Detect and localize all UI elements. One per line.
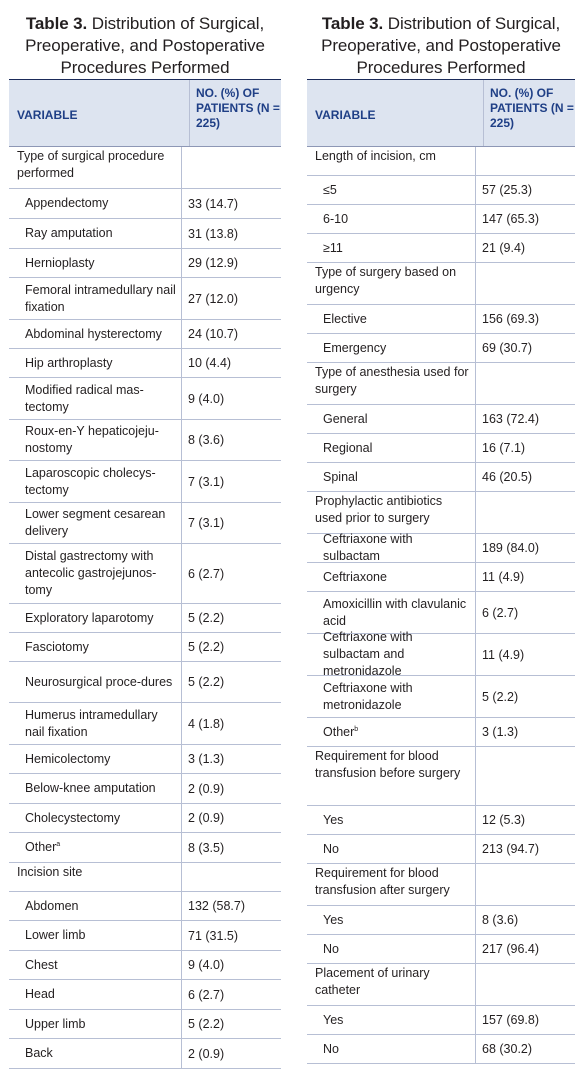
row-label-text: Ceftriaxone with sulbactam <box>323 532 413 563</box>
row-value <box>475 363 482 404</box>
header-count: NO. (%) OF PATIENTS (N = 225) <box>189 80 281 146</box>
row-label-text: Requirement for blood transfusion after surgery <box>315 866 450 897</box>
table-section-row <box>307 964 575 1006</box>
row-label-text: Prophylactic antibiotics used prior to surgery <box>315 494 443 525</box>
table-section-row <box>9 147 281 189</box>
row-value: 2 (0.9) <box>181 774 224 803</box>
row-label <box>9 382 181 416</box>
row-value: 156 (69.3) <box>475 305 539 333</box>
row-label <box>9 506 181 540</box>
row-value: 5 (2.2) <box>181 1010 224 1038</box>
table-caption: Distribution of Surgical, Preoperative, and Postoperative Procedures Performed <box>321 14 561 77</box>
row-label-text: 6-10 <box>323 211 349 226</box>
table-header <box>307 80 575 147</box>
footnote-marker: b <box>354 725 359 733</box>
table-row <box>9 320 281 349</box>
row-label-text: Emergency <box>323 340 387 355</box>
table-row <box>9 892 281 921</box>
row-label-text: Hemicolectomy <box>25 751 111 766</box>
row-label <box>307 964 475 999</box>
row-label-text: Other <box>25 840 57 854</box>
row-value: 8 (3.6) <box>475 906 518 934</box>
row-value: 5 (2.2) <box>181 662 224 702</box>
row-label <box>9 810 181 827</box>
row-label <box>307 912 475 929</box>
row-label-text: Elective <box>323 311 367 326</box>
table-row <box>307 405 575 434</box>
row-label <box>9 548 181 599</box>
row-label-text: Hip arthroplasty <box>25 355 113 370</box>
row-label <box>9 927 181 944</box>
row-label <box>9 282 181 316</box>
row-label-text: Neurosurgical proce-dures <box>25 674 173 689</box>
table-row <box>9 774 281 804</box>
row-value: 12 (5.3) <box>475 806 525 834</box>
table-row <box>9 951 281 980</box>
table-body <box>9 147 281 1069</box>
row-value: 163 (72.4) <box>475 405 539 433</box>
row-label-text: ≥11 <box>323 240 343 255</box>
row-value: 5 (2.2) <box>181 604 224 632</box>
header-variable: VARIABLE <box>315 108 376 122</box>
row-value: 31 (13.8) <box>181 219 238 248</box>
row-label-text: Laparoscopic cholecys-tectomy <box>25 465 156 497</box>
row-value: 189 (84.0) <box>475 534 539 562</box>
row-label-text: Type of surgery based on urgency <box>315 265 457 296</box>
row-label <box>307 596 475 630</box>
row-label-text: Below-knee amputation <box>25 781 156 795</box>
row-label-text: Yes <box>323 912 344 927</box>
table-right <box>307 0 575 1064</box>
table-row <box>307 676 575 718</box>
row-label <box>307 841 475 858</box>
table-section-row <box>307 492 575 534</box>
row-value <box>181 863 188 891</box>
row-label-text: Yes <box>323 1012 344 1027</box>
table-title <box>9 13 281 79</box>
row-label-text: Back <box>25 1046 53 1060</box>
footnote-marker: a <box>56 841 61 848</box>
table-row <box>9 461 281 503</box>
table-row <box>9 804 281 833</box>
table-caption: Distribution of Surgical, Preoperative, and Postoperative Procedures Performed <box>25 14 265 77</box>
row-value: 68 (30.2) <box>475 1035 532 1063</box>
row-label <box>9 863 181 881</box>
table-row <box>307 463 575 492</box>
row-value: 11 (4.9) <box>475 634 524 675</box>
table-row <box>9 278 281 320</box>
row-value: 46 (20.5) <box>475 463 532 491</box>
table-row <box>307 935 575 964</box>
row-label <box>9 707 181 741</box>
row-label-text: Chest <box>25 957 58 972</box>
table-row <box>9 633 281 662</box>
row-value: 9 (4.0) <box>181 951 224 979</box>
row-label <box>307 363 475 398</box>
row-value <box>475 147 482 175</box>
table-section-row <box>307 363 575 405</box>
table-row <box>307 718 575 747</box>
row-label <box>307 864 475 899</box>
row-label-text: Abdomen <box>25 898 79 913</box>
row-label <box>307 411 475 428</box>
row-label-text: Spinal <box>323 469 358 484</box>
row-label <box>9 195 181 212</box>
row-value: 8 (3.5) <box>181 833 224 862</box>
table-row <box>9 1039 281 1069</box>
table-row <box>307 835 575 864</box>
table-row <box>9 503 281 544</box>
row-label-text: Length of incision, cm <box>315 149 436 163</box>
row-label <box>9 255 181 272</box>
row-label <box>307 680 475 714</box>
row-label-text: Yes <box>323 812 344 827</box>
row-label-text: Regional <box>323 440 373 455</box>
row-value: 6 (2.7) <box>475 592 518 633</box>
row-value: 16 (7.1) <box>475 434 525 462</box>
row-label <box>9 780 181 797</box>
row-value: 6 (2.7) <box>181 980 224 1009</box>
table-row <box>9 604 281 633</box>
table-title <box>307 13 575 79</box>
row-label <box>9 225 181 242</box>
row-label-text: Ceftriaxone with metronidazole <box>323 680 413 712</box>
table-row <box>9 921 281 951</box>
table-row <box>307 906 575 935</box>
row-label-text: General <box>323 411 368 426</box>
row-label-text: Placement of urinary catheter <box>315 966 430 997</box>
row-label-text: Abdominal hysterectomy <box>25 326 162 341</box>
row-value: 3 (1.3) <box>475 718 518 746</box>
row-label <box>307 492 475 527</box>
row-value: 69 (30.7) <box>475 334 532 362</box>
row-label-text: Humerus intramedullary nail fixation <box>25 707 158 739</box>
row-label <box>307 147 475 165</box>
row-value: 29 (12.9) <box>181 249 238 277</box>
row-value: 71 (31.5) <box>181 921 238 950</box>
row-label-text: Exploratory laparotomy <box>25 610 154 625</box>
row-value: 132 (58.7) <box>181 892 245 920</box>
row-value: 27 (12.0) <box>181 278 238 319</box>
table-row <box>307 592 575 634</box>
row-label-text: No <box>323 1041 339 1056</box>
row-label <box>307 569 475 586</box>
row-label-text: Requirement for blood transfusion before surgery <box>315 749 461 780</box>
row-label <box>9 751 181 768</box>
row-label-text: Appendectomy <box>25 196 109 210</box>
table-section-row <box>307 747 575 806</box>
row-label <box>9 465 181 499</box>
table-row <box>307 205 575 234</box>
row-label <box>9 423 181 457</box>
row-label <box>9 957 181 974</box>
table-number: Table 3. <box>321 14 384 33</box>
row-label-text: Type of surgical procedure performed <box>17 149 165 180</box>
row-label <box>9 898 181 915</box>
row-value: 4 (1.8) <box>181 703 224 744</box>
row-label <box>9 839 181 856</box>
row-value <box>475 964 482 1005</box>
row-label-text: Ray amputation <box>25 226 113 240</box>
row-label-text: Modified radical mas-tectomy <box>25 382 144 414</box>
row-label <box>307 469 475 486</box>
row-label <box>9 1045 181 1062</box>
table-row <box>9 349 281 378</box>
row-label-text: Fasciotomy <box>25 639 89 654</box>
row-label <box>9 1016 181 1033</box>
row-value <box>475 864 482 905</box>
row-label <box>307 211 475 228</box>
row-value <box>475 263 482 304</box>
row-value: 2 (0.9) <box>181 804 224 832</box>
row-label <box>9 326 181 343</box>
header-variable: VARIABLE <box>17 108 78 122</box>
table-row <box>9 189 281 219</box>
row-label <box>307 812 475 829</box>
row-value: 21 (9.4) <box>475 234 525 262</box>
row-label <box>307 240 475 257</box>
row-label-text: Upper limb <box>25 1016 86 1031</box>
table-row <box>9 703 281 745</box>
row-label-text: Amoxicillin with clavulanic acid <box>323 596 467 628</box>
row-label <box>9 147 181 182</box>
table-row <box>307 176 575 205</box>
table-row <box>307 1035 575 1064</box>
row-value: 147 (65.3) <box>475 205 539 233</box>
row-label <box>307 440 475 457</box>
row-value: 8 (3.6) <box>181 420 224 460</box>
table-body <box>307 147 575 1064</box>
table-section-row <box>307 864 575 906</box>
table-row <box>9 1010 281 1039</box>
row-label-text: Lower segment cesarean delivery <box>25 507 166 538</box>
row-label-text: Cholecystectomy <box>25 810 121 825</box>
table-row <box>307 334 575 363</box>
table-row <box>9 219 281 249</box>
row-label-text: Femoral intramedullary nail fixation <box>25 282 176 314</box>
row-value: 24 (10.7) <box>181 320 238 348</box>
table-row <box>9 378 281 420</box>
table-row <box>307 563 575 592</box>
table-row <box>307 1006 575 1035</box>
table-section-row <box>307 263 575 305</box>
table-row <box>307 534 575 563</box>
row-value: 217 (96.4) <box>475 935 539 963</box>
row-label-text: Type of anesthesia used for surgery <box>315 365 469 396</box>
row-label <box>307 941 475 958</box>
row-value: 6 (2.7) <box>181 544 224 603</box>
table-row <box>307 305 575 334</box>
row-label-text: Ceftriaxone with sulbactam and metronidazole <box>323 630 413 678</box>
table-row <box>307 630 575 678</box>
row-label-text: Other <box>323 724 355 739</box>
row-value: 7 (3.1) <box>181 503 224 543</box>
table-row <box>9 249 281 278</box>
row-label <box>9 674 181 691</box>
row-value: 7 (3.1) <box>181 461 224 502</box>
row-label-text: No <box>323 841 339 856</box>
row-label-text: Hernioplasty <box>25 255 95 270</box>
table-row <box>9 544 281 604</box>
header-count: NO. (%) OF PATIENTS (N = 225) <box>483 80 575 146</box>
table-row <box>307 806 575 835</box>
row-label-text: Distal gastrectomy with antecolic gastrojejunos-tomy <box>25 549 157 597</box>
row-value: 9 (4.0) <box>181 378 224 419</box>
table-section-row <box>307 147 575 176</box>
row-value <box>475 747 482 805</box>
row-label <box>9 986 181 1003</box>
row-label <box>9 610 181 627</box>
row-label <box>307 311 475 328</box>
row-label-text: Roux-en-Y hepaticojeju-nostomy <box>25 424 159 455</box>
table-row <box>9 980 281 1010</box>
table-row <box>9 745 281 774</box>
row-label-text: Incision site <box>17 865 83 879</box>
row-value: 57 (25.3) <box>475 176 532 204</box>
row-label <box>307 1012 475 1029</box>
row-value: 11 (4.9) <box>475 563 524 591</box>
row-label <box>307 340 475 357</box>
row-value: 3 (1.3) <box>181 745 224 773</box>
table-header <box>9 80 281 147</box>
row-label <box>9 639 181 656</box>
row-label-text: Lower limb <box>25 928 86 942</box>
row-value: 157 (69.8) <box>475 1006 539 1034</box>
row-label <box>9 355 181 372</box>
row-label-text: ≤5 <box>323 182 337 197</box>
table-row <box>9 662 281 703</box>
row-label <box>307 629 475 680</box>
table-row <box>9 833 281 863</box>
table-section-row <box>9 863 281 892</box>
row-value: 213 (94.7) <box>475 835 539 863</box>
row-value: 10 (4.4) <box>181 349 231 377</box>
row-label <box>307 182 475 199</box>
row-label-text: Ceftriaxone <box>323 569 387 584</box>
table-row <box>307 434 575 463</box>
row-value <box>181 147 188 188</box>
row-value: 2 (0.9) <box>181 1039 224 1068</box>
table-left <box>9 0 281 1069</box>
table-row <box>9 420 281 461</box>
row-value: 5 (2.2) <box>475 676 518 717</box>
table-number: Table 3. <box>25 14 88 33</box>
table-row <box>307 234 575 263</box>
row-label <box>307 747 475 782</box>
row-label <box>307 531 475 565</box>
row-value: 33 (14.7) <box>181 189 238 218</box>
row-value: 5 (2.2) <box>181 633 224 661</box>
row-label <box>307 724 475 741</box>
row-label-text: No <box>323 941 339 956</box>
row-label <box>307 1041 475 1058</box>
row-value <box>475 492 482 533</box>
row-label-text: Head <box>25 987 55 1001</box>
row-label <box>307 263 475 298</box>
